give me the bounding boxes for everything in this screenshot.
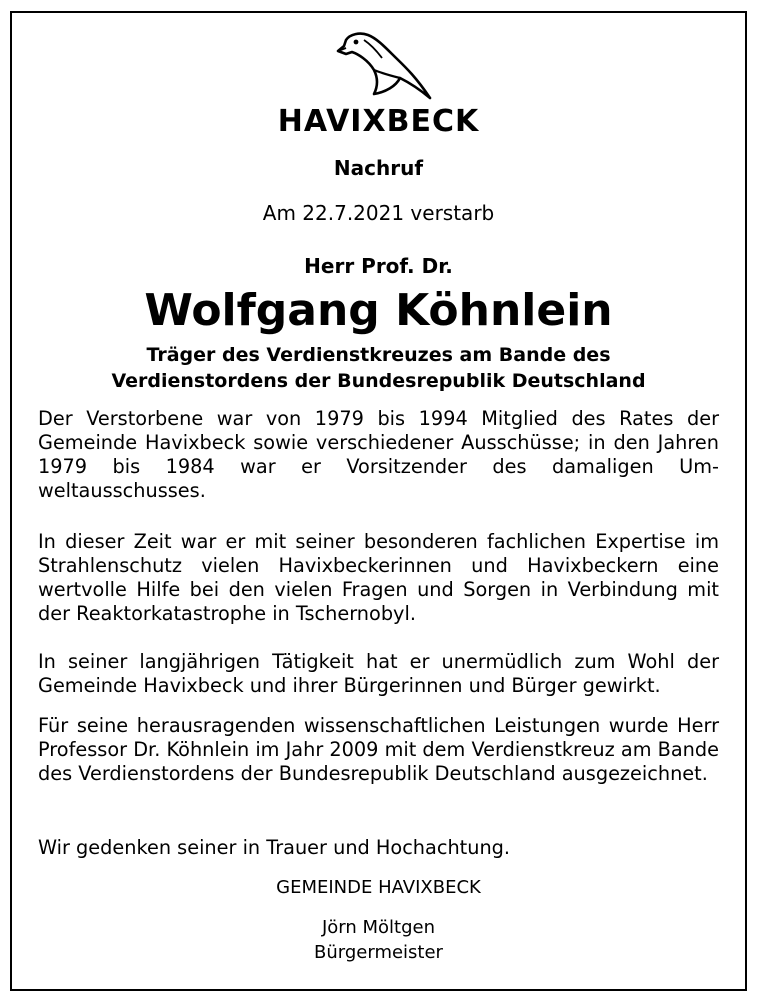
signature-organization: GEMEINDE HAVIXBECK: [276, 877, 481, 898]
paragraph-award: Für seine herausragenden wissenschaftlichen Leistungen wurde Herr Professor Dr. Köhnlein im Jahr 2009 mit dem Verdienstkreuz am Bande des Verdienstordens der Bundesrepublik Deutschland ausgezeichnet.: [38, 714, 719, 785]
death-date-line: Am 22.7.2021 verstarb: [262, 201, 495, 225]
deceased-name: Wolfgang Köhnlein: [144, 285, 613, 336]
award-line-2: Verdienstordens der Bundesrepublik Deutschland: [111, 370, 646, 392]
signer-name: Jörn Möltgen: [321, 917, 436, 938]
paragraph-council-membership: Der Verstorbene war von 1979 bis 1994 Mitglied des Rates der Gemeinde Havixbeck sowie verschiedener Ausschüsse; in den Jahren 1979 bis 1984 war er Vorsitzender des damaligen Umweltausschusses.: [38, 407, 719, 502]
notice-heading: Nachruf: [333, 156, 424, 180]
municipality-wordmark: HAVIXBECK: [277, 104, 480, 139]
signer-title: Bürgermeister: [314, 942, 443, 963]
falcon-logo-icon: [334, 30, 436, 102]
award-line-1: Träger des Verdienstkreuzes am Bande des: [146, 344, 611, 366]
paragraph-radiation-expertise: In dieser Zeit war er mit seiner besonderen fachlichen Expertise im Strahlenschutz vielen Havixbeckerinnen und Havixbeckern eine wertvolle Hilfe bei den vielen Fragen und Sorgen in Verbindung mit der Reaktorkatastrophe in Tschernobyl.: [38, 530, 719, 625]
paragraph-long-service: In seiner langjährigen Tätigkeit hat er unermüdlich zum Wohl der Gemeinde Havixbeck und ihrer Bürgerinnen und Bürger gewirkt.: [38, 650, 719, 697]
honorific-title: Herr Prof. Dr.: [304, 254, 453, 278]
paragraph-remembrance: Wir gedenken seiner in Trauer und Hochachtung.: [38, 836, 511, 859]
